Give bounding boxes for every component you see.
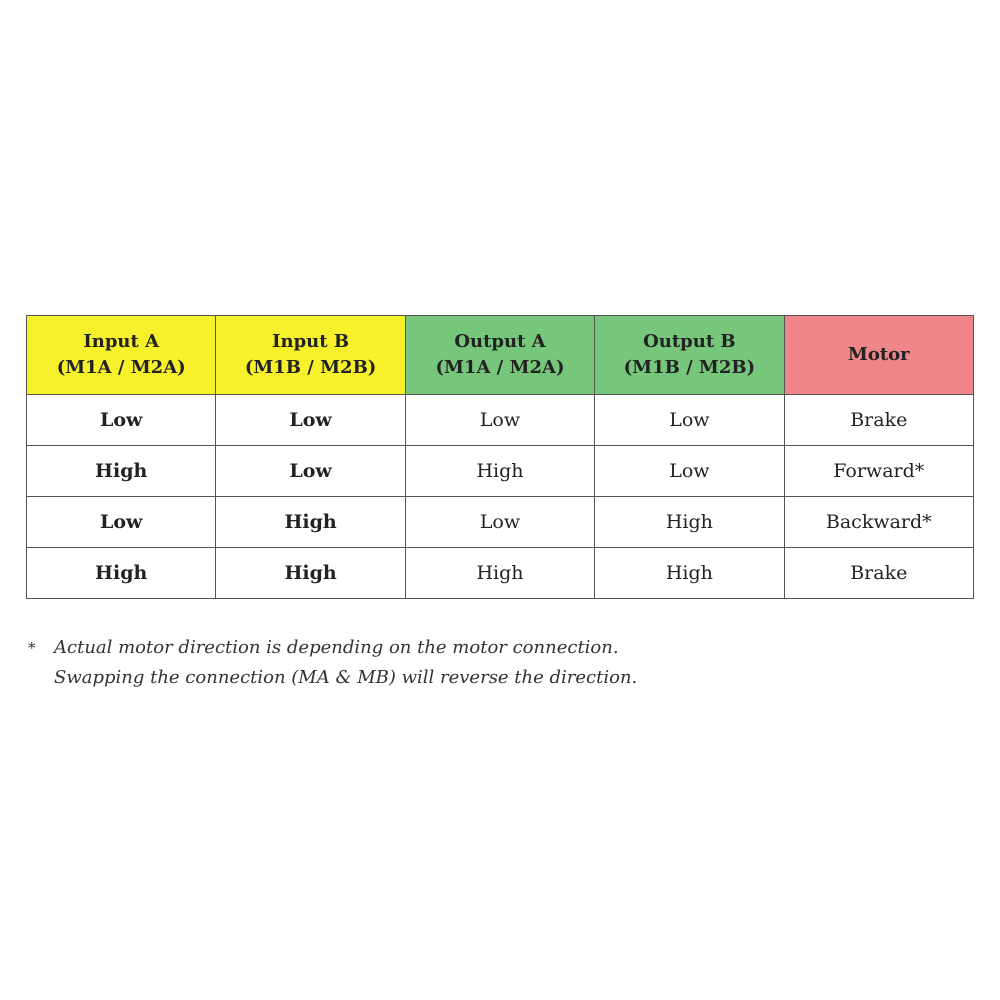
cell-input-a: High (27, 446, 216, 497)
table-row (27, 548, 974, 599)
truth-table (26, 315, 974, 599)
cell-output-a: High (405, 548, 594, 599)
header-input-b (216, 316, 405, 395)
cell-input-a: High (27, 548, 216, 599)
table-row (27, 497, 974, 548)
footnote-marker: * (28, 639, 36, 657)
table-row (27, 446, 974, 497)
cell-motor: Brake (784, 395, 973, 446)
header-output-b (595, 316, 784, 395)
cell-input-a: Low (27, 395, 216, 446)
cell-motor: Backward* (784, 497, 973, 548)
cell-output-a: Low (405, 497, 594, 548)
header-input-a (27, 316, 216, 395)
header-input-a-title: Input A (83, 331, 160, 352)
header-input-b-title: Input B (272, 331, 350, 352)
cell-motor: Forward* (784, 446, 973, 497)
cell-output-b: High (595, 548, 784, 599)
header-output-b-title: Output B (643, 331, 736, 352)
footnote-text-1: Actual motor direction is depending on the motor connection. (54, 637, 619, 658)
cell-input-a: Low (27, 497, 216, 548)
header-output-a-title: Output A (454, 331, 546, 352)
footnote-line-1 (28, 633, 637, 663)
header-motor (784, 316, 973, 395)
header-input-a-pins: (M1A / M2A) (56, 357, 186, 378)
cell-input-b: Low (216, 446, 405, 497)
footnote-line-2 (28, 663, 637, 693)
footnote-text-2: Swapping the connection (MA & MB) will reverse the direction. (54, 667, 638, 688)
header-motor-title: Motor (847, 344, 910, 365)
cell-input-b: High (216, 548, 405, 599)
cell-output-a: High (405, 446, 594, 497)
header-output-a-pins: (M1A / M2A) (435, 357, 565, 378)
cell-output-b: Low (595, 395, 784, 446)
cell-output-b: Low (595, 446, 784, 497)
cell-input-b: High (216, 497, 405, 548)
cell-motor: Brake (784, 548, 973, 599)
cell-output-b: High (595, 497, 784, 548)
cell-output-a: Low (405, 395, 594, 446)
header-input-b-pins: (M1B / M2B) (244, 357, 377, 378)
header-row (27, 316, 974, 395)
cell-input-b: Low (216, 395, 405, 446)
table-row (27, 395, 974, 446)
footnote (28, 633, 637, 693)
header-output-a (405, 316, 594, 395)
header-output-b-pins: (M1B / M2B) (623, 357, 756, 378)
